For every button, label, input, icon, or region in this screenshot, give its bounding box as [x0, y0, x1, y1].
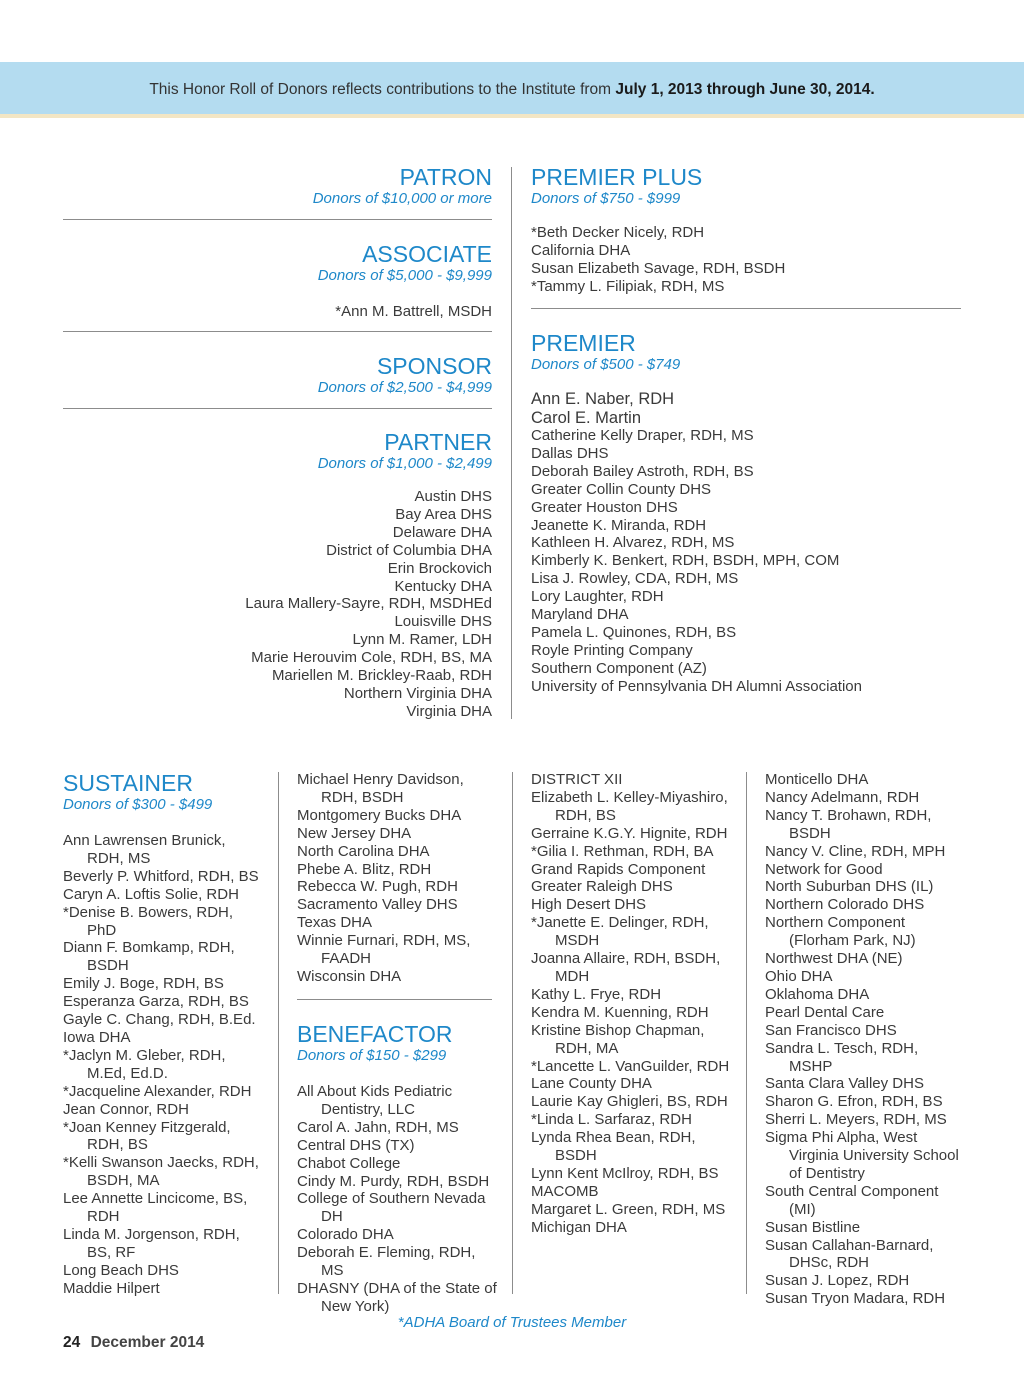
donor-list — [63, 832, 263, 1298]
section-subtitle: Donors of $5,000 - $9,999 — [317, 267, 492, 284]
donor-name: Chabot College — [297, 1154, 401, 1172]
donor-name: Kendra M. Kuenning, RDH — [531, 1003, 709, 1021]
donor-name: College of Southern Nevada DH — [297, 1190, 486, 1226]
donor-name: Royle Printing Company — [531, 641, 693, 659]
section-benefactor — [297, 1021, 497, 1316]
donor-name: Sherri L. Meyers, RDH, MS — [765, 1111, 947, 1129]
donor-name: North Suburban DHS (IL) — [765, 878, 934, 896]
donor-name: Delaware DHA — [392, 523, 492, 541]
donor-name: *Linda L. Sarfaraz, RDH — [531, 1111, 692, 1129]
donor-list — [297, 771, 497, 986]
section-premier-plus — [531, 164, 961, 296]
donor-name: Michael Henry Davidson, RDH, BSDH — [297, 771, 464, 806]
section-title: ASSOCIATE — [362, 241, 492, 267]
donor-name: Northern Virginia DHA — [343, 684, 492, 702]
section-subtitle: Donors of $500 - $749 — [531, 356, 681, 373]
donor-name: Southern Component (AZ) — [531, 659, 707, 677]
donor-name: Lynn Kent McIlroy, RDH, BS — [531, 1164, 719, 1182]
donor-name: Central DHS (TX) — [297, 1136, 415, 1154]
donor-name: Carol E. Martin — [531, 408, 642, 427]
page-footer — [63, 1334, 204, 1352]
donor-name: Lee Annette Lincicome, BS, RDH — [63, 1190, 248, 1226]
trustees-footnote: *ADHA Board of Trustees Member — [397, 1314, 627, 1331]
divider — [63, 219, 492, 220]
upper-left-column — [63, 164, 492, 208]
donor-list-featured — [531, 390, 961, 427]
donor-name: Pamela L. Quinones, RDH, BS — [531, 623, 737, 641]
donor-name: Oklahoma DHA — [765, 985, 870, 1003]
donor-list — [531, 427, 961, 696]
donor-name: Maryland DHA — [531, 606, 629, 624]
donor-name: Lynn M. Ramer, LDH — [352, 631, 492, 649]
donor-name: Marie Herouvim Cole, RDH, BS, MA — [251, 649, 492, 667]
donor-name: South Central Component (MI) — [765, 1182, 939, 1218]
donor-name: Kentucky DHA — [394, 577, 492, 595]
section-subtitle: Donors of $10,000 or more — [312, 190, 492, 207]
donor-name: Sacramento Valley DHS — [297, 896, 458, 914]
donor-name: Lynda Rhea Bean, RDH, BSDH — [531, 1129, 696, 1165]
column-divider — [512, 772, 513, 1294]
donor-name: Kathleen H. Alvarez, RDH, MS — [531, 534, 735, 552]
column-divider — [511, 167, 512, 719]
donor-name: Sigma Phi Alpha, West Virginia University School of Dentistry — [765, 1129, 959, 1182]
donor-name: Nancy T. Brohawn, RDH, BSDH — [765, 806, 932, 842]
section-subtitle: Donors of $300 - $499 — [63, 796, 213, 813]
section-title: PATRON — [399, 164, 492, 190]
donor-name: Maddie Hilpert — [63, 1279, 160, 1297]
donor-list — [297, 1083, 497, 1316]
donor-name: Long Beach DHS — [63, 1261, 179, 1279]
section-subtitle: Donors of $1,000 - $2,499 — [317, 455, 492, 472]
donor-name: High Desert DHS — [531, 896, 647, 914]
donor-name: Gayle C. Chang, RDH, B.Ed. — [63, 1011, 256, 1029]
banner-dates: July 1, 2013 through June 30, 2014. — [615, 81, 875, 98]
section-title: SPONSOR — [376, 353, 492, 379]
donor-name: Caryn A. Loftis Solie, RDH — [63, 885, 239, 903]
donor-name: Lory Laughter, RDH — [531, 588, 664, 606]
donor-name: Jeanette K. Miranda, RDH — [531, 516, 707, 534]
donor-name: Winnie Furnari, RDH, MS, FAADH — [297, 932, 471, 968]
donor-name: Lisa J. Rowley, CDA, RDH, MS — [531, 570, 739, 588]
section-title: PREMIER PLUS — [531, 164, 703, 190]
section-title: SUSTAINER — [63, 770, 193, 796]
donor-name: Beverly P. Whitford, RDH, BS — [63, 867, 259, 885]
donor-name: Rebecca W. Pugh, RDH — [297, 878, 458, 896]
section-title: PARTNER — [384, 429, 492, 455]
donor-name: *Ann M. Battrell, MSDH — [335, 303, 492, 320]
donor-name: Monticello DHA — [765, 771, 869, 788]
section-subtitle: Donors of $150 - $299 — [297, 1047, 447, 1064]
donor-name: Phebe A. Blitz, RDH — [297, 860, 432, 878]
donor-name: University of Pennsylvania DH Alumni Association — [531, 677, 862, 695]
column-divider — [278, 772, 279, 1294]
donor-name: Elizabeth L. Kelley-Miyashiro, RDH, BS — [531, 788, 728, 824]
donor-name: Joanna Allaire, RDH, BSDH, MDH — [531, 950, 721, 985]
donor-list — [531, 771, 731, 1237]
section-subtitle: Donors of $2,500 - $4,999 — [317, 379, 492, 396]
donor-name: Nancy V. Cline, RDH, MPH — [765, 842, 946, 860]
donor-name: *Kelli Swanson Jaecks, RDH, BSDH, MA — [63, 1154, 259, 1190]
benefactor-column-3 — [531, 771, 731, 1237]
benefactor-column-4 — [765, 771, 965, 1308]
donor-name: Dallas DHS — [531, 444, 609, 462]
sustainer-continued — [297, 771, 497, 986]
donor-name: Laurie Kay Ghigleri, BS, RDH — [531, 1093, 728, 1111]
donor-name: Gerraine K.G.Y. Hignite, RDH — [531, 824, 728, 842]
donor-name: *Janette E. Delinger, RDH, MSDH — [531, 914, 709, 950]
donor-name: California DHA — [531, 241, 631, 259]
donor-name: Deborah Bailey Astroth, RDH, BS — [531, 462, 754, 480]
donor-name: Deborah E. Fleming, RDH, MS — [297, 1244, 476, 1280]
donor-name: Wisconsin DHA — [297, 967, 402, 985]
donor-list — [531, 224, 961, 296]
donor-name: *Beth Decker Nicely, RDH — [531, 224, 705, 241]
section-premier — [531, 330, 961, 696]
donor-name: Northern Component (Florham Park, NJ) — [765, 914, 916, 950]
donor-name: Texas DHA — [297, 914, 373, 932]
donor-name: Susan Callahan-Barnard, DHSc, RDH — [765, 1236, 934, 1272]
donor-name: Lane County DHA — [531, 1075, 652, 1093]
column-divider — [746, 772, 747, 1294]
donor-name: DHASNY (DHA of the State of New York) — [297, 1279, 497, 1315]
date-range-banner — [0, 62, 1024, 118]
donor-name: Santa Clara Valley DHS — [765, 1075, 924, 1093]
section-subtitle: Donors of $750 - $999 — [531, 190, 681, 207]
donor-name: Grand Rapids Component — [531, 860, 706, 878]
divider — [297, 999, 492, 1000]
donor-name: *Jaclyn M. Gleber, RDH, M.Ed, Ed.D. — [63, 1046, 226, 1082]
page-number: 24 — [63, 1334, 81, 1351]
donor-name: Kristine Bishop Chapman, RDH, MA — [531, 1021, 705, 1057]
divider — [63, 331, 492, 332]
donor-name: Ann Lawrensen Brunick, RDH, MS — [63, 832, 226, 867]
donor-name: Montgomery Bucks DHA — [297, 806, 462, 824]
section-patron — [63, 164, 492, 208]
donor-name: Esperanza Garza, RDH, BS — [63, 993, 249, 1011]
donor-name: Catherine Kelly Draper, RDH, MS — [531, 427, 754, 444]
donor-name: Northern Colorado DHS — [765, 896, 925, 914]
section-associate — [63, 241, 492, 321]
donor-list — [765, 771, 965, 1308]
donor-name: MACOMB — [531, 1182, 599, 1200]
donor-name: Ohio DHA — [765, 967, 833, 985]
banner-text: This Honor Roll of Donors reflects contributions to the Institute from — [149, 81, 616, 98]
section-sustainer — [63, 770, 263, 1298]
donor-name: Pearl Dental Care — [765, 1003, 885, 1021]
donor-name: Jean Connor, RDH — [63, 1100, 189, 1118]
donor-name: Network for Good — [765, 860, 883, 878]
section-title: PREMIER — [531, 330, 636, 356]
donor-name: Laura Mallery-Sayre, RDH, MSDHEd — [245, 595, 492, 613]
section-sponsor — [63, 353, 492, 397]
donor-list — [63, 488, 492, 721]
donor-name: Austin DHS — [414, 488, 492, 505]
donor-name: Diann F. Bomkamp, RDH, BSDH — [63, 939, 235, 975]
donor-name: DISTRICT XII — [531, 771, 623, 788]
donor-name: *Gilia I. Rethman, RDH, BA — [531, 842, 714, 860]
donor-name: Nancy Adelmann, RDH — [765, 788, 920, 806]
donor-name: North Carolina DHA — [297, 842, 430, 860]
divider — [63, 408, 492, 409]
issue-date: December 2014 — [90, 1334, 205, 1351]
donor-name: Margaret L. Green, RDH, MS — [531, 1200, 726, 1218]
donor-name: *Jacqueline Alexander, RDH — [63, 1082, 252, 1100]
donor-name: Northwest DHA (NE) — [765, 950, 903, 968]
donor-name: Sandra L. Tesch, RDH, MSHP — [765, 1039, 919, 1075]
donor-name: *Joan Kenney Fitzgerald, RDH, BS — [63, 1118, 231, 1154]
section-partner — [63, 429, 492, 721]
donor-name: All About Kids Pediatric Dentistry, LLC — [297, 1083, 453, 1118]
donor-name: Mariellen M. Brickley-Raab, RDH — [271, 667, 492, 685]
donor-name: District of Columbia DHA — [326, 541, 492, 559]
donor-name: Kimberly K. Benkert, RDH, BSDH, MPH, COM — [531, 552, 840, 570]
donor-name: *Denise B. Bowers, RDH, PhD — [63, 903, 234, 939]
donor-list — [63, 303, 492, 321]
donor-name: Bay Area DHS — [395, 505, 492, 523]
donor-name: Carol A. Jahn, RDH, MS — [297, 1118, 459, 1136]
donor-name: Susan J. Lopez, RDH — [765, 1272, 910, 1290]
section-title: BENEFACTOR — [297, 1021, 453, 1047]
donor-name: San Francisco DHS — [765, 1021, 897, 1039]
donor-name: Louisville DHS — [394, 613, 492, 631]
donor-name: Kathy L. Frye, RDH — [531, 985, 662, 1003]
donor-name: Erin Brockovich — [387, 559, 492, 577]
donor-name: Emily J. Boge, RDH, BS — [63, 975, 224, 993]
donor-name: *Tammy L. Filipiak, RDH, MS — [531, 277, 725, 295]
donor-name: Michigan DHA — [531, 1218, 627, 1236]
donor-name: Virginia DHA — [406, 702, 492, 720]
donor-name: Greater Raleigh DHS — [531, 878, 673, 896]
donor-name: Susan Bistline — [765, 1218, 861, 1236]
donor-name: *Lancette L. VanGuilder, RDH — [531, 1057, 730, 1075]
donor-name: Colorado DHA — [297, 1226, 394, 1244]
donor-name: Greater Collin County DHS — [531, 480, 712, 498]
donor-name: Susan Tryon Madara, RDH — [765, 1290, 946, 1308]
donor-name: Cindy M. Purdy, RDH, BSDH — [297, 1172, 490, 1190]
donor-name: Linda M. Jorgenson, RDH, BS, RF — [63, 1225, 240, 1261]
donor-name: Sharon G. Efron, RDH, BS — [765, 1093, 943, 1111]
donor-name: Iowa DHA — [63, 1028, 131, 1046]
donor-name: Ann E. Naber, RDH — [531, 390, 675, 408]
divider — [531, 308, 961, 309]
donor-name: New Jersey DHA — [297, 824, 412, 842]
donor-name: Greater Houston DHS — [531, 498, 678, 516]
donor-name: Susan Elizabeth Savage, RDH, BSDH — [531, 259, 786, 277]
